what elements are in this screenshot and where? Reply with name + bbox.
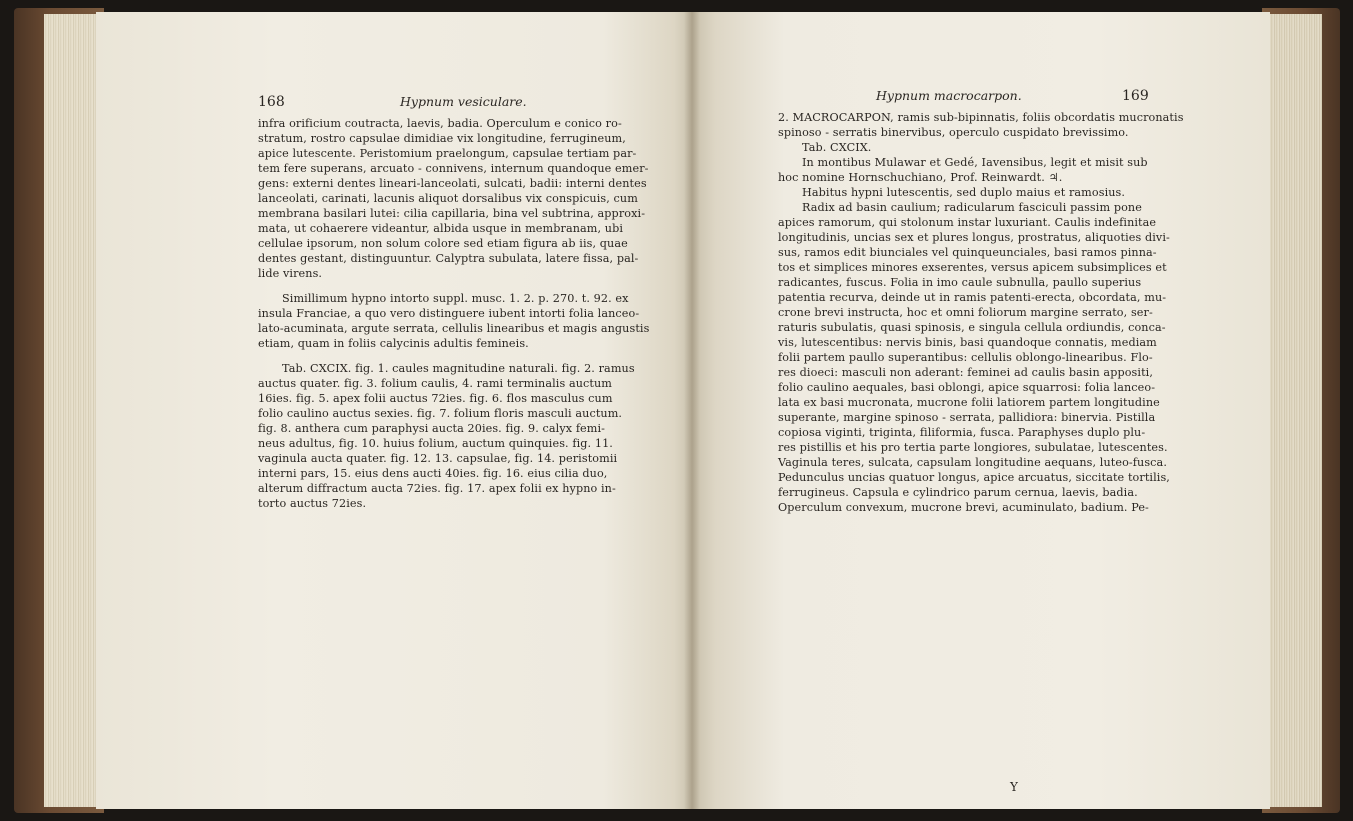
left-text-line: 16ies. fig. 5. apex folii auctus 72ies. fig. 6. flos masculus cum <box>258 392 613 405</box>
right-text-line: ferrugineus. Capsula e cylindrico parum cernua, laevis, badia. <box>778 486 1138 499</box>
right-text-line: copiosa viginti, triginta, filiformia, fusca. Paraphyses duplo plu- <box>778 426 1146 439</box>
right-text-line: raturis subulatis, quasi spinosis, e singula cellula ordiundis, conca- <box>778 321 1166 334</box>
left-text-line: gens: externi dentes lineari-lanceolati, sulcati, badii: interni dentes <box>258 177 647 190</box>
right-text-line: Vaginula teres, sulcata, capsulam longitudine aequans, luteo-fusca. <box>778 456 1167 469</box>
right-text-line: Tab. CXCIX. <box>802 141 872 154</box>
left-text-line: auctus quater. fig. 3. folium caulis, 4. rami terminalis auctum <box>258 377 613 390</box>
right-text-line: apices ramorum, qui stolonum instar luxuriant. Caulis indefinitae <box>778 216 1157 229</box>
right-page-body <box>778 110 1184 515</box>
right-text-line: res dioeci: masculi non aderant: feminei ad caulis basin appositi, <box>778 366 1154 379</box>
right-text-line: res pistillis et his pro tertia parte longiores, subulatae, lutescentes. <box>778 441 1168 454</box>
left-text-line: torto auctus 72ies. <box>258 497 367 510</box>
left-text-line: vaginula aucta quater. fig. 12. 13. capsulae, fig. 14. peristomii <box>258 452 618 465</box>
left-text-line: etiam, quam in foliis calycinis adultis femineis. <box>258 337 529 350</box>
left-text-line: lanceolati, carinati, lacunis aliquot dorsalibus vix conspicuis, cum <box>258 192 638 205</box>
left-text-line: Tab. CXCIX. fig. 1. caules magnitudine naturali. fig. 2. ramus <box>282 362 635 375</box>
right-text-line: lata ex basi mucronata, mucrone folii latiorem partem longitudine <box>778 396 1160 409</box>
right-text-line: Habitus hypni lutescentis, sed duplo maius et ramosius. <box>802 186 1126 199</box>
left-text-line: Simillimum hypno intorto suppl. musc. 1. 2. p. 270. t. 92. ex <box>282 292 629 305</box>
right-text-line: folii partem paullo superantibus: cellulis oblongo-linearibus. Flo- <box>778 351 1153 364</box>
left-text-line: infra orificium coutracta, laevis, badia. Operculum e conico ro- <box>258 117 622 130</box>
right-page-number: 169 <box>1122 88 1149 104</box>
left-running-head: Hypnum vesiculare. <box>400 94 527 109</box>
book-gutter <box>684 12 700 809</box>
left-paragraph-gap <box>258 351 658 361</box>
right-text-line: radicantes, fuscus. Folia in imo caule subnulla, paullo superius <box>778 276 1142 289</box>
right-text-line: vis, lutescentibus: nervis binis, basi quandoque connatis, mediam <box>778 336 1157 349</box>
left-text-line: alterum diffractum aucta 72ies. fig. 17. apex folii ex hypno in- <box>258 482 616 495</box>
right-text-line: superante, margine spinoso - serrata, pallidiora: binervia. Pistilla <box>778 411 1156 424</box>
left-paragraph-gap <box>258 281 658 291</box>
left-text-line: membrana basilari lutei: cilia capillaria, bina vel subtrina, approxi- <box>258 207 646 220</box>
right-text-line: 2. MACROCARPON, ramis sub-bipinnatis, foliis obcordatis mucronatis <box>778 111 1184 124</box>
right-text-line: folio caulino aequales, basi oblongi, apice squarrosi: folia lanceo- <box>778 381 1156 394</box>
left-page-number: 168 <box>258 94 285 110</box>
left-text-line: folio caulino auctus sexies. fig. 7. folium floris masculi auctum. <box>258 407 623 420</box>
left-text-line: apice lutescente. Peristomium praelongum, capsulae tertiam par- <box>258 147 637 160</box>
right-text-line: patentia recurva, deinde ut in ramis patenti-erecta, obcordata, mu- <box>778 291 1167 304</box>
left-text-line: mata, ut cohaerere videantur, albida usque in membranam, ubi <box>258 222 624 235</box>
left-text-line: lato-acuminata, argute serrata, cellulis linearibus et magis angustis <box>258 322 650 335</box>
left-page-body <box>258 116 658 511</box>
left-text-line: cellulae ipsorum, non solum colore sed etiam figura ab iis, quae <box>258 237 628 250</box>
left-text-line: neus adultus, fig. 10. huius folium, auctum quinquies. fig. 11. <box>258 437 613 450</box>
right-running-head: Hypnum macrocarpon. <box>876 88 1022 103</box>
left-text-line: dentes gestant, distinguuntur. Calyptra subulata, latere fissa, pal- <box>258 252 639 265</box>
left-text-line: interni pars, 15. eius dens aucti 40ies. fig. 16. eius cilia duo, <box>258 467 608 480</box>
left-text-line: insula Franciae, a quo vero distinguere iubent intorti folia lanceo- <box>258 307 640 320</box>
right-text-line: Pedunculus uncias quatuor longus, apice arcuatus, siccitate tortilis, <box>778 471 1170 484</box>
left-text-line: fig. 8. anthera cum paraphysi aucta 20ies. fig. 9. calyx femi- <box>258 422 606 435</box>
left-text-line: stratum, rostro capsulae dimidiae vix longitudine, ferrugineum, <box>258 132 626 145</box>
right-text-line: sus, ramos edit biunciales vel quinqueunciales, basi ramos pinna- <box>778 246 1157 259</box>
page-edges-right <box>1270 14 1322 807</box>
right-text-line: Operculum convexum, mucrone brevi, acuminulato, badium. Pe- <box>778 501 1149 514</box>
signature-mark: Y <box>1010 780 1018 794</box>
right-text-line: crone brevi instructa, hoc et omni foliorum margine serrato, ser- <box>778 306 1153 319</box>
right-text-line: tos et simplices minores exserentes, versus apicem subsimplices et <box>778 261 1167 274</box>
right-text-line: longitudinis, uncias sex et plures longus, prostratus, aliquoties divi- <box>778 231 1170 244</box>
right-text-line: spinoso - serratis binervibus, operculo cuspidato brevissimo. <box>778 126 1129 139</box>
right-text-line: Radix ad basin caulium; radicularum fasciculi passim pone <box>802 201 1142 214</box>
left-text-line: tem fere superans, arcuato - connivens, internum quandoque emer- <box>258 162 649 175</box>
left-text-line: lide virens. <box>258 267 323 280</box>
right-text-line: hoc nomine Hornschuchiano, Prof. Reinwardt. ♃. <box>778 171 1063 184</box>
right-text-line: In montibus Mulawar et Gedé, Iavensibus, legit et misit sub <box>802 156 1148 169</box>
